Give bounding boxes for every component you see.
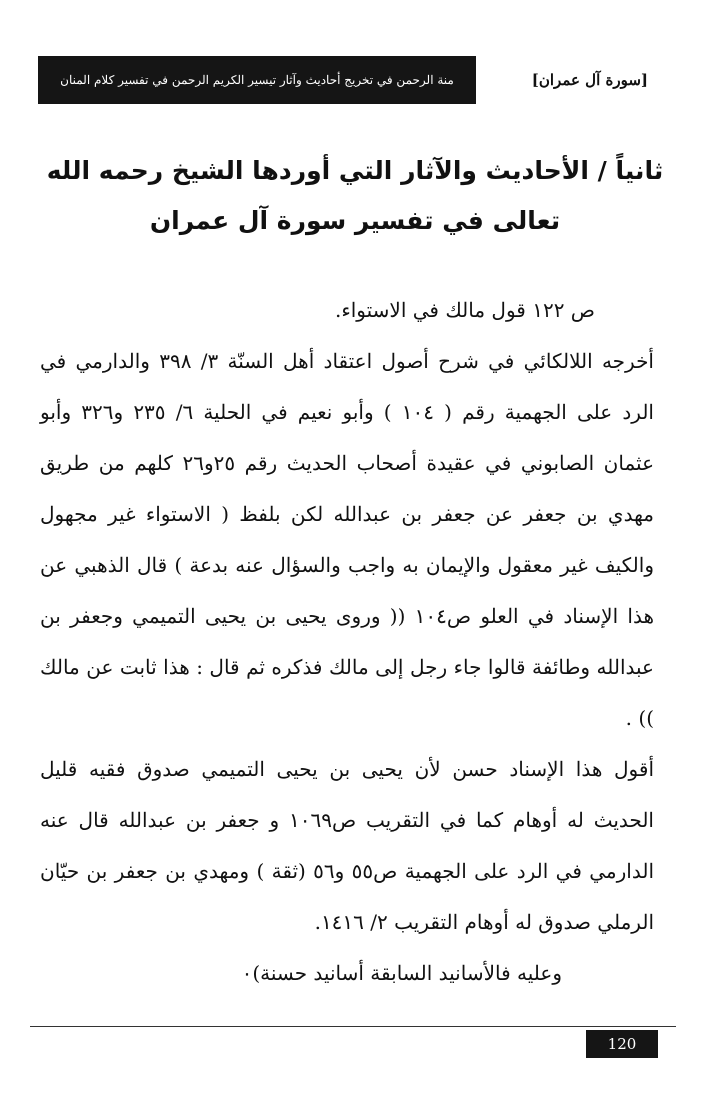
- book-title-bar: منة الرحمن في تخريج أحاديث وآثار تيسير الكريم الرحمن في تفسير كلام المنان: [38, 56, 476, 104]
- paragraph-ruling: أقول هذا الإسناد حسن لأن يحيى بن يحيى التميمي صدوق فقيه قليل الحديث له أوهام كما في التقريب ص١٠٦٩ و جعفر بن عبدالله قال عنه الدارمي في الرد على الجهمية ص٥٥ و٥٦ (ثقة ) ومهدي بن جعفر بن حيّان الرملي صدوق له أوهام التقريب ٢/ ١٤١٦.: [40, 757, 655, 934]
- running-header: [38, 56, 656, 104]
- body-text: [40, 285, 660, 999]
- footer-rule: [30, 1026, 676, 1027]
- section-title: ثانياً / الأحاديث والآثار التي أوردها الشيخ رحمه الله تعالى في تفسير سورة آل عمران: [46, 156, 664, 235]
- page-number: 120: [586, 1030, 658, 1058]
- surah-label: [سورة آل عمران]: [531, 71, 648, 89]
- paragraph-conclusion: وعليه فالأسانيد السابقة أسانيد حسنة)٠: [241, 961, 562, 985]
- paragraph-takhrij: أخرجه اللالكائي في شرح أصول اعتقاد أهل السنّة ٣/ ٣٩٨ والدارمي في الرد على الجهمية رقم ( ١٠٤ ) وأبو نعيم في الحلية ٦/ ٢٣٥ و٣٢٦ وأبو عثمان الصابوني في عقيدة أصحاب الحديث رقم ٢٥و٢٦ كلهم من طريق مهدي بن جعفر عن جعفر بن عبدالله لكن بلفظ ( الاستواء غير مجهول والكيف غير معقول والإيمان به واجب والسؤال عنه بدعة ) قال الذهبي عن هذا الإسناد في العلو ص١٠٤ (( وروى يحيى بن يحيى التميمي وجعفر بن عبدالله وطائفة قالوا جاء رجل إلى مالك فذكره ثم قال : هذا ثابت عن مالك )) .: [40, 349, 654, 730]
- paragraph-reference: ص ١٢٢ قول مالك في الاستواء.: [334, 298, 595, 322]
